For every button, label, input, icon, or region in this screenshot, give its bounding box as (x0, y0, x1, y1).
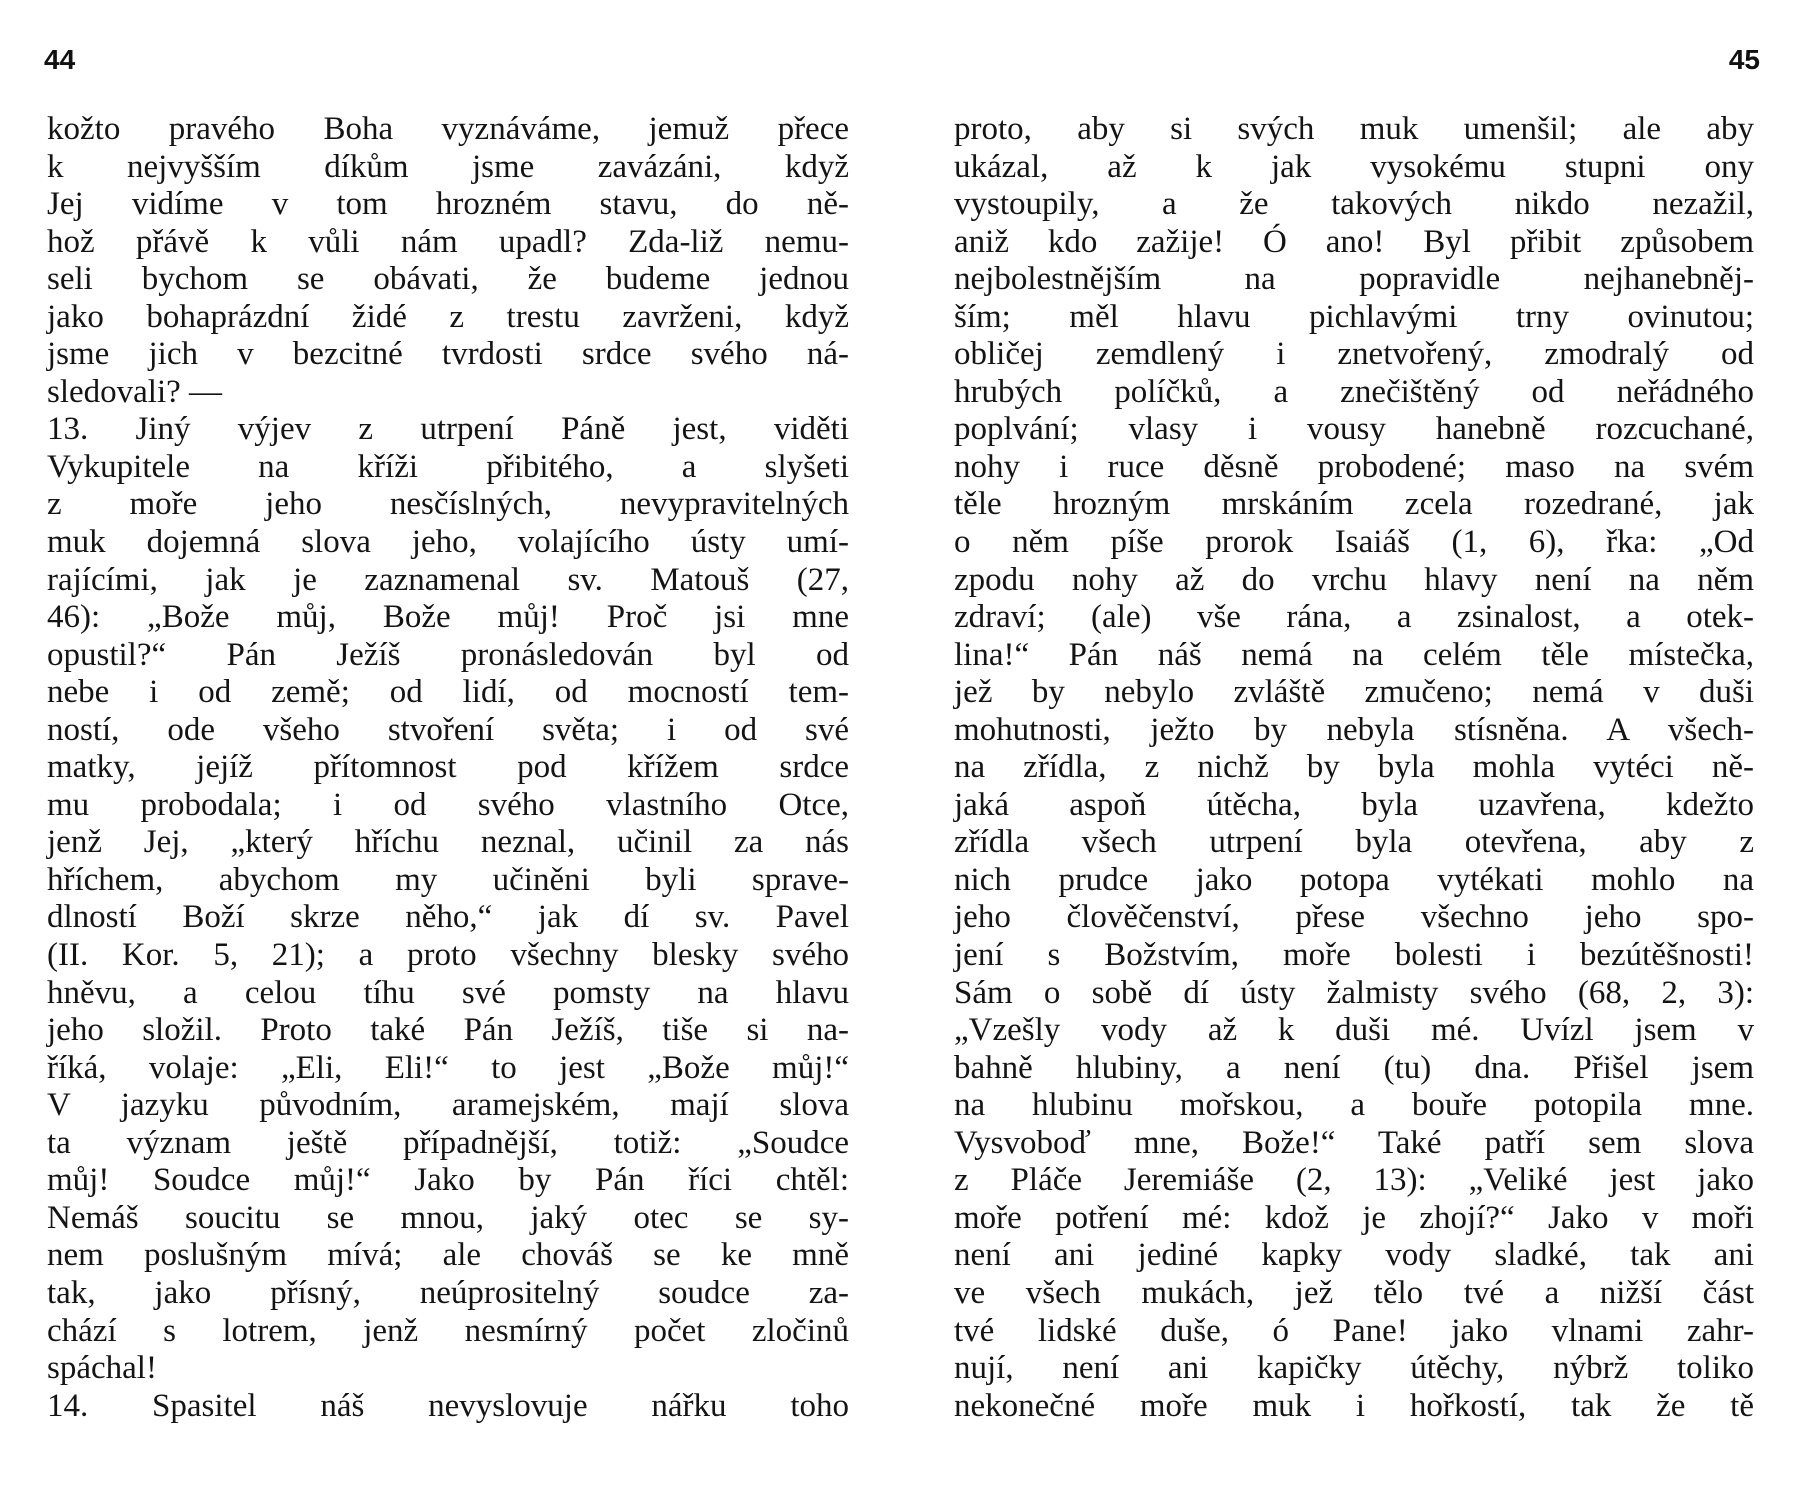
text-line: nem poslušným mívá; ale chováš se ke mně (47, 1237, 849, 1274)
text-line: hněvu, a celou tíhu své pomsty na hlavu (47, 974, 849, 1011)
text-line: jaká aspoň útěcha, byla uzavřena, kdežto (954, 786, 1754, 823)
text-line: nekonečné moře muk i hořkostí, tak že tě (954, 1387, 1754, 1424)
text-line: mu probodala; i od svého vlastního Otce, (47, 786, 849, 823)
text-line: na zřídla, z nichž by byla mohla vytéci ně- (954, 749, 1754, 786)
text-line: těle hrozným mrskáním zcela rozedrané, jak (954, 486, 1754, 523)
text-line: matky, jejíž přítomnost pod křížem srdce (47, 749, 849, 786)
text-line: jsme jich v bezcitné tvrdosti srdce svého ná- (47, 336, 849, 373)
text-line: nují, není ani kapičky útěchy, nýbrž toliko (954, 1350, 1754, 1387)
text-line: zřídla všech utrpení byla otevřena, aby z (954, 824, 1754, 861)
text-line: aniž kdo zažije! Ó ano! Byl přibit způsobem (954, 223, 1754, 260)
text-line: jeho složil. Proto také Pán Ježíš, tiše si na- (47, 1012, 849, 1049)
text-line: 46): „Bože můj, Bože můj! Proč jsi mne (47, 599, 849, 636)
text-line: jení s Božstvím, moře bolesti i bezútěšnosti! (954, 937, 1754, 974)
text-line: Nemáš soucitu se mnou, jaký otec se sy- (47, 1199, 849, 1236)
text-line: jež by nebylo zvláště zmučeno; nemá v duši (954, 674, 1754, 711)
text-line: 13. Jiný výjev z utrpení Páně jest, viděti (47, 411, 849, 448)
text-line: nebe i od země; od lidí, od mocností tem- (47, 674, 849, 711)
text-line: kožto pravého Boha vyznáváme, jemuž přece (47, 111, 849, 147)
text-line: proto, aby si svých muk umenšil; ale aby (954, 111, 1754, 147)
text-line: rajícími, jak je zaznamenal sv. Matouš (27, (47, 561, 849, 598)
text-line: nejbolestnějším na popravidle nejhanebněj- (954, 261, 1754, 298)
text-line: muk dojemná slova jeho, volajícího ústy umí- (47, 524, 849, 561)
text-line: nich prudce jako potopa vytékati mohlo na (954, 861, 1754, 898)
text-line: tak, jako přísný, neúprositelný soudce za- (47, 1274, 849, 1311)
page-number-left: 44 (44, 44, 76, 75)
text-line: ším; měl hlavu pichlavými trny ovinutou; (954, 298, 1754, 335)
text-line: Vysvoboď mne, Bože!“ Také patří sem slova (954, 1124, 1754, 1161)
text-line: vystoupily, a že takových nikdo nezažil, (954, 186, 1754, 223)
text-line: jenž Jej, „který hříchu neznal, učinil za nás (47, 824, 849, 861)
text-line: říká, volaje: „Eli, Eli!“ to jest „Bože můj!“ (47, 1049, 849, 1086)
text-line: V jazyku původním, aramejském, mají slova (47, 1087, 849, 1124)
text-line: „Vzešly vody až k duši mé. Uvízl jsem v (954, 1012, 1754, 1049)
text-line: jeho člověčenství, přese všechno jeho spo- (954, 899, 1754, 936)
text-line: není ani jediné kapky vody sladké, tak ani (954, 1237, 1754, 1274)
text-line: Sám o sobě dí ústy žalmisty svého (68, 2, 3): (954, 974, 1754, 1011)
text-line: zdraví; (ale) vše rána, a zsinalost, a otek- (954, 599, 1754, 636)
text-line: dlností Boží skrze něho,“ jak dí sv. Pavel (47, 899, 849, 936)
right-page-text (954, 111, 1754, 1425)
text-line: z moře jeho nesčíslných, nevypravitelných (47, 486, 849, 523)
text-line: hož přávě k vůli nám upadl? Zda-liž nemu- (47, 223, 849, 260)
text-line: sledovali? — (47, 373, 223, 410)
text-line: hříchem, abychom my učiněni byli sprave- (47, 861, 849, 898)
text-line: zpodu nohy až do vrchu hlavy není na něm (954, 561, 1754, 598)
page-number-right: 45 (1728, 44, 1760, 75)
text-line: spáchal! (47, 1350, 157, 1387)
text-line: poplvání; vlasy i vousy hanebně rozcuchané, (954, 411, 1754, 448)
text-line: Jej vidíme v tom hrozném stavu, do ně- (47, 186, 849, 223)
left-page (0, 0, 900, 1500)
left-page-text (47, 111, 849, 1425)
text-line: můj! Soudce můj!“ Jako by Pán říci chtěl: (47, 1162, 849, 1199)
text-line: jako bohaprázdní židé z trestu zavrženi, když (47, 298, 849, 335)
text-line: na hlubinu mořskou, a bouře potopila mne. (954, 1087, 1754, 1124)
text-line: ta význam ještě případnější, totiž: „Soudce (47, 1124, 849, 1161)
text-line: obličej zemdlený i znetvořený, zmodralý od (954, 336, 1754, 373)
text-line: mohutnosti, ježto by nebyla stísněna. A všech- (954, 711, 1754, 748)
right-page (900, 0, 1802, 1500)
text-line: ností, ode všeho stvoření světa; i od své (47, 711, 849, 748)
text-line: chází s lotrem, jenž nesmírný počet zločinů (47, 1312, 849, 1349)
text-line: o něm píše prorok Isaiáš (1, 6), řka: „Od (954, 524, 1754, 561)
text-line: z Pláče Jeremiáše (2, 13): „Veliké jest jako (954, 1162, 1754, 1199)
text-line: hrubých políčků, a znečištěný od neřádného (954, 373, 1754, 410)
text-line: Vykupitele na kříži přibitého, a slyšeti (47, 448, 849, 485)
text-line: 14. Spasitel náš nevyslovuje nářku toho (47, 1387, 849, 1424)
text-line: moře potření mé: kdož je zhojí?“ Jako v moři (954, 1199, 1754, 1236)
text-line: k nejvyšším díkům jsme zavázáni, když (47, 148, 849, 185)
text-line: ukázal, až k jak vysokému stupni ony (954, 148, 1754, 185)
text-line: nohy i ruce děsně probodené; maso na svém (954, 448, 1754, 485)
text-line: tvé lidské duše, ó Pane! jako vlnami zahr- (954, 1312, 1754, 1349)
text-line: lina!“ Pán náš nemá na celém těle místečka, (954, 636, 1754, 673)
text-line: bahně hlubiny, a není (tu) dna. Přišel jsem (954, 1049, 1754, 1086)
text-line: opustil?“ Pán Ježíš pronásledován byl od (47, 636, 849, 673)
text-line: seli bychom se obávati, že budeme jednou (47, 261, 849, 298)
text-line: (II. Kor. 5, 21); a proto všechny blesky svého (47, 937, 849, 974)
text-line: ve všech mukách, jež tělo tvé a nižší část (954, 1274, 1754, 1311)
